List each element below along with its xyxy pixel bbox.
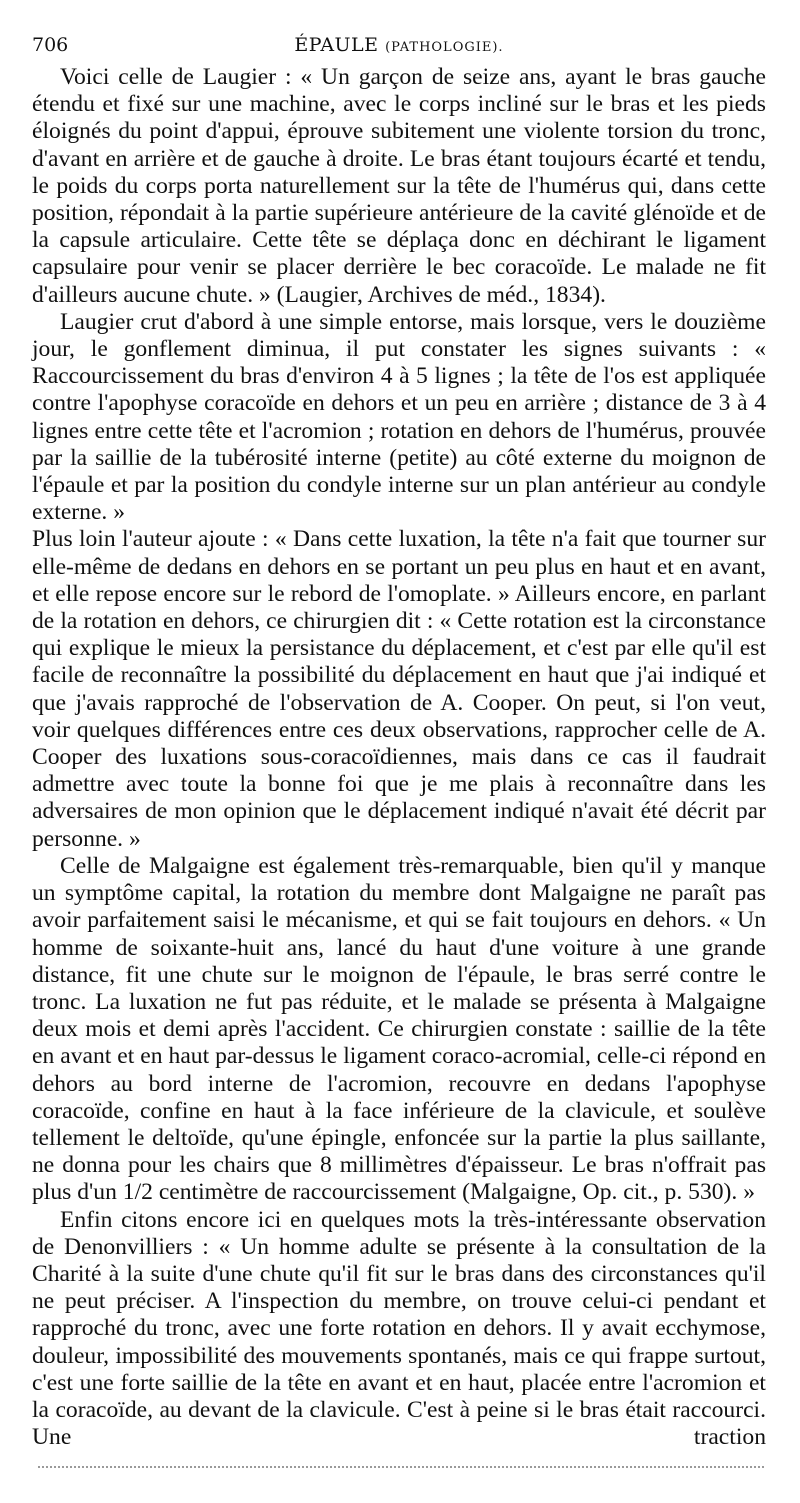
paragraph-denonvilliers-case: Enfin citons encore ici en quelques mots la très-intéressante observation de Denonvilliers : « Un homme adulte se présente à la consultation de la Charité à la suite d'une chute qu'il fit sur le bras dans des circonstances qu'il ne peut préciser. A l'inspection du membre, on trouve celui-ci pendant et rapproché du tronc, avec une forte rotation en dehors. Il y avait ecchymose, douleur, impossibilité des mouvements spontanés, mais ce qui frappe surtout, c'est une forte saillie de la tête en avant et en haut, placée entre l'acromion et la coracoïde, au devant de la clavicule. C'est à peine si le bras était raccourci. Une traction	[32, 1206, 766, 1451]
running-title	[32, 30, 766, 63]
page-header	[32, 30, 766, 60]
page-number: 706	[32, 34, 69, 56]
paragraph-laugier-rotation: Plus loin l'auteur ajoute : « Dans cette luxation, la tête n'a fait que tourner sur elle-même de dedans en dehors en se portant un peu plus en haut et en avant, et elle repose encore sur le rebord de l'omoplate. » Ailleurs encore, en parlant de la rotation en dehors, ce chirurgien dit : « Cette rotation est la circonstance qui explique le mieux la persistance du déplacement, et c'est par elle qu'il est facile de reconnaître la possibilité du déplacement en haut que j'ai indiqué et que j'avais rapproché de l'observation de A. Cooper. On peut, si l'on veut, voir quelques différences entre ces deux observations, rapprocher celle de A. Cooper des luxations sous-coracoïdiennes, mais dans ce cas il faudrait admettre avec toute la bonne foi que je me plais à reconnaître dans les adversaires de mon opinion que le déplacement indiqué n'avait été décrit par personne. »	[32, 526, 766, 852]
paragraph-laugier-case: Voici celle de Laugier : « Un garçon de seize ans, ayant le bras gauche étendu et fixé sur une machine, avec le corps incliné sur le bras et les pieds éloignés du point d'appui, éprouve subitement une violente torsion du tronc, d'avant en arrière et de gauche à droite. Le bras étant toujours écarté et tendu, le poids du corps porta naturellement sur la tête de l'humérus qui, dans cette position, répondait à la partie supérieure antérieure de la cavité glénoïde et de la capsule articulaire. Cette tête se déplaça donc en déchirant le ligament capsulaire pour venir se placer derrière le bec coracoïde. Le malade ne fit d'ailleurs aucune chute. » (Laugier, Archives de méd., 1834).	[32, 64, 766, 308]
running-title-sub: (PATHOLOGIE).	[385, 40, 504, 55]
book-page	[32, 30, 766, 1451]
body-text	[32, 64, 766, 1451]
paragraph-malgaigne-case: Celle de Malgaigne est également très-remarquable, bien qu'il y manque un symptôme capital, la rotation du membre dont Malgaigne ne paraît pas avoir parfaitement saisi le mécanisme, et qui se fait toujours en dehors. « Un homme de soixante-huit ans, lancé du haut d'une voiture à une grande distance, fit une chute sur le moignon de l'épaule, le bras serré contre le tronc. La luxation ne fut pas réduite, et le malade se présenta à Malgaigne deux mois et demi après l'accident. Ce chirurgien constate : saillie de la tête en avant et en haut par-dessus le ligament coraco-acromial, celle-ci répond en dehors au bord interne de l'acromion, recouvre en dedans l'apophyse coracoïde, confine en haut à la face inférieure de la clavicule, et soulève tellement le deltoïde, qu'une épingle, enfoncée sur la partie la plus saillante, ne donna pour les chairs que 8 millimètres d'épaisseur. Le bras n'offrait pas plus d'un 1/2 centimètre de raccourcissement (Malgaigne, Op. cit., p. 530). »	[32, 852, 766, 1206]
running-title-main: ÉPAULE	[294, 34, 379, 56]
paragraph-laugier-signs: Laugier crut d'abord à une simple entorse, mais lorsque, vers le douzième jour, le gonflement diminua, il put constater les signes suivants : « Raccourcissement du bras d'environ 4 à 5 lignes ; la tête de l'os est appliquée contre l'apophyse coracoïde en dehors et un peu en arrière ; distance de 3 à 4 lignes entre cette tête et l'acromion ; rotation en dehors de l'humérus, prouvée par la saillie de la tubérosité interne (petite) au côté externe du moignon de l'épaule et par la position du condyle interne sur un plan antérieur au condyle externe. »	[32, 308, 766, 526]
footer-dotted-rule	[38, 1466, 764, 1468]
